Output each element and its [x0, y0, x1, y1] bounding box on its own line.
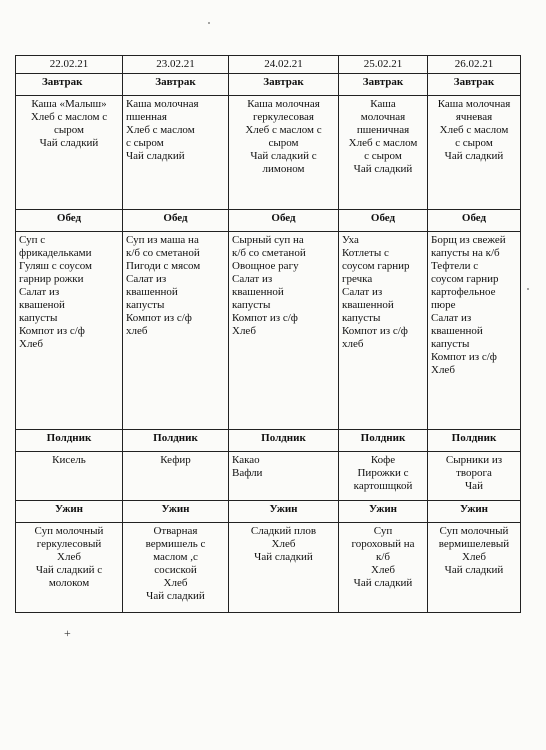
- menu-cell: [229, 452, 339, 501]
- menu-cell: [428, 523, 521, 613]
- menu-cell: [16, 523, 123, 613]
- meal-heading: Обед: [339, 210, 428, 232]
- menu-cell: [123, 96, 229, 210]
- menu-text: Кисель: [52, 454, 86, 466]
- menu-cell: [229, 232, 339, 430]
- scan-speck: [208, 22, 210, 24]
- menu-cell: [229, 523, 339, 613]
- menu-cell: [123, 232, 229, 430]
- menu-cell: [339, 523, 428, 613]
- dinner-header-row: [16, 501, 521, 523]
- meal-heading: Полдник: [428, 430, 521, 452]
- date-cell: 23.02.21: [123, 56, 229, 74]
- lunch-header-row: [16, 210, 521, 232]
- menu-cell: [428, 232, 521, 430]
- meal-heading: Ужин: [123, 501, 229, 523]
- menu-text: Суп из маша на к/б со сметаной Пигоди с мясом Салат из квашенной капусты Компот из с/ф хлеб: [126, 234, 201, 337]
- menu-text: Кофе Пирожки с картошщкой: [353, 454, 413, 492]
- meal-heading: Полдник: [123, 430, 229, 452]
- meal-heading: Завтрак: [339, 74, 428, 96]
- menu-text: Какао Вафли: [232, 454, 263, 479]
- menu-cell: [428, 96, 521, 210]
- menu-cell: [339, 232, 428, 430]
- menu-text: Кефир: [160, 454, 191, 466]
- meal-heading: Полдник: [339, 430, 428, 452]
- meal-heading: Обед: [16, 210, 123, 232]
- snack-header-row: [16, 430, 521, 452]
- menu-cell: [339, 96, 428, 210]
- menu-text: Борщ из свежей капусты на к/б Тефтели с соусом гарнир картофельное пюре Салат из квашенной капусты Компот из с/ф Хлеб: [431, 234, 506, 376]
- meal-heading: Полдник: [229, 430, 339, 452]
- meal-heading: Завтрак: [16, 74, 123, 96]
- meal-heading: Обед: [123, 210, 229, 232]
- menu-text: Суп с фрикадельками Гуляш с соусом гарнир рожки Салат из квашеной капусты Компот из с/ф Хлеб: [19, 234, 92, 350]
- menu-text: Отварная вермишель с маслом ,с сосиской Хлеб Чай сладкий: [145, 525, 206, 602]
- meal-heading: Завтрак: [123, 74, 229, 96]
- menu-text: Суп молочный геркулесовый Хлеб Чай сладкий с молоком: [34, 525, 104, 589]
- date-cell: 25.02.21: [339, 56, 428, 74]
- scan-speck: [527, 288, 529, 290]
- menu-text: Каша молочная геркулесовая Хлеб с маслом с сыром Чай сладкий с лимоном: [245, 98, 322, 175]
- menu-cell: [123, 452, 229, 501]
- menu-text: Суп молочный вермишелевый Хлеб Чай сладкий: [438, 525, 510, 576]
- date-cell: 22.02.21: [16, 56, 123, 74]
- menu-text: Сладкий плов Хлеб Чай сладкий: [250, 525, 317, 563]
- breakfast-header-row: [16, 74, 521, 96]
- meal-heading: Обед: [229, 210, 339, 232]
- lunch-row: [16, 232, 521, 430]
- meal-heading: Полдник: [16, 430, 123, 452]
- menu-cell: [428, 452, 521, 501]
- meal-heading: Завтрак: [428, 74, 521, 96]
- meal-heading: Ужин: [428, 501, 521, 523]
- meal-heading: Ужин: [16, 501, 123, 523]
- footer-plus-mark: +: [64, 626, 71, 640]
- dates-row: [16, 56, 521, 74]
- menu-text: Сырный суп на к/б со сметаной Овощное рагу Салат из квашенной капусты Компот из с/ф Хлеб: [232, 234, 306, 337]
- date-cell: 24.02.21: [229, 56, 339, 74]
- menu-cell: [123, 523, 229, 613]
- menu-text: Каша молочная ячневая Хлеб с маслом с сыром Чай сладкий: [437, 98, 511, 162]
- menu-text: Уха Котлеты с соусом гарнир гречка Салат из квашенной капусты Компот из с/ф хлеб: [342, 234, 410, 350]
- date-cell: 26.02.21: [428, 56, 521, 74]
- menu-cell: [16, 452, 123, 501]
- breakfast-row: [16, 96, 521, 210]
- meal-heading: Обед: [428, 210, 521, 232]
- menu-text: Каша «Малыш» Хлеб с маслом с сыром Чай сладкий: [30, 98, 108, 149]
- meal-heading: Ужин: [339, 501, 428, 523]
- meal-heading: Ужин: [229, 501, 339, 523]
- weekly-menu-table: [15, 55, 521, 613]
- menu-text: Суп гороховый на к/б Хлеб Чай сладкий: [351, 525, 415, 589]
- dinner-row: [16, 523, 521, 613]
- menu-cell: [16, 96, 123, 210]
- menu-cell: [16, 232, 123, 430]
- menu-cell: [339, 452, 428, 501]
- menu-cell: [229, 96, 339, 210]
- meal-heading: Завтрак: [229, 74, 339, 96]
- menu-text: Каша молочная пшенная Хлеб с маслом с сыром Чай сладкий: [126, 98, 199, 162]
- menu-text: Каша молочная пшеничная Хлеб с маслом с сыром Чай сладкий: [348, 98, 418, 175]
- menu-text: Сырники из творога Чай: [445, 454, 503, 492]
- snack-row: [16, 452, 521, 501]
